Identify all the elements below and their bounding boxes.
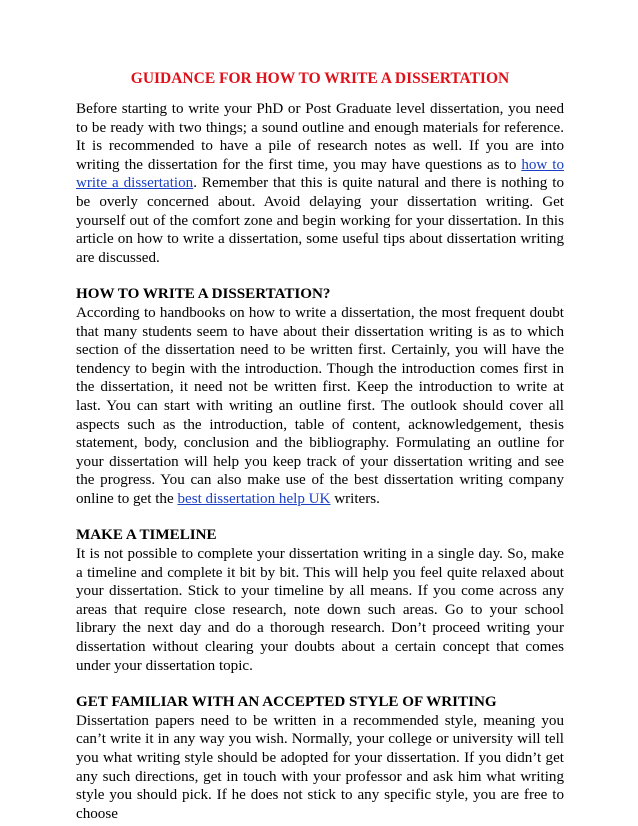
section-heading-timeline: MAKE A TIMELINE [76, 527, 217, 544]
section-paragraph-writing-style: Dissertation papers need to be written in a recommended style, meaning you can’t write it in any way you wish. Normally, your college or university will tell you what writing style should be adopted for your dissertation. If you didn’t get any such directions, get in touch with your professor and ask him what writing style you should pick. If he does not stick to any specific style, you are free to choose [76, 712, 564, 822]
section1-text-1: According to handbooks on how to write a dissertation, the most frequent doubt that many students seem to have about their dissertation writing is as to which section of the dissertation need to be written first. Certainly, you will have the tendency to begin with the introduction. Though the introduction comes first in the dissertation, it need not be written first. Keep the introduction to write at last. You can start with writing an outline first. The outlook should cover all aspects such as the introduction, table of content, acknowledgement, thesis statement, body, conclusion and the bibliography. Formulating an outline for your dissertation will help you keep track of your dissertation writing and see the progress. You can also make use of the best dissertation writing company online to get the [76, 304, 564, 507]
document-title: GUIDANCE FOR HOW TO WRITE A DISSERTATION [130, 70, 510, 87]
section1-text-2: writers. [330, 490, 380, 507]
document-page [76, 70, 564, 823]
best-dissertation-help-link[interactable]: best dissertation help UK [177, 490, 331, 507]
section-heading-writing-style: GET FAMILIAR WITH AN ACCEPTED STYLE OF WRITING [76, 694, 497, 711]
intro-paragraph [76, 100, 564, 267]
how-to-write-dissertation-link[interactable]: how to write a dissertation [76, 156, 564, 192]
section-heading-how-to-write: HOW TO WRITE A DISSERTATION? [76, 286, 331, 303]
section-paragraph-timeline: It is not possible to complete your dissertation writing in a single day. So, make a timeline and complete it bit by bit. This will help you feel quite relaxed about your dissertation. Stick to your timeline by all means. If you come across any areas that require close research, note down such areas. Go to your school library the next day and do a thorough research. Don’t proceed writing your dissertation without clearing your doubts about a certain concept that comes under your dissertation topic. [76, 546, 564, 674]
intro-text-1: Before starting to write your PhD or Post Graduate level dissertation, you need to be ready with two things; a sound outline and enough materials for reference. It is recommended to have a pile of research notes as well. If you are into writing the dissertation for the first time, you may have questions as to [76, 101, 564, 173]
section-paragraph-how-to-write [76, 304, 564, 509]
intro-text-2: . Remember that this is quite natural and there is nothing to be overly concerned about. Avoid delaying your dissertation writing. Get yourself out of the comfort zone and begin working for your dissertation. In this article on how to write a dissertation, some useful tips about dissertation writing are discussed. [76, 175, 564, 266]
